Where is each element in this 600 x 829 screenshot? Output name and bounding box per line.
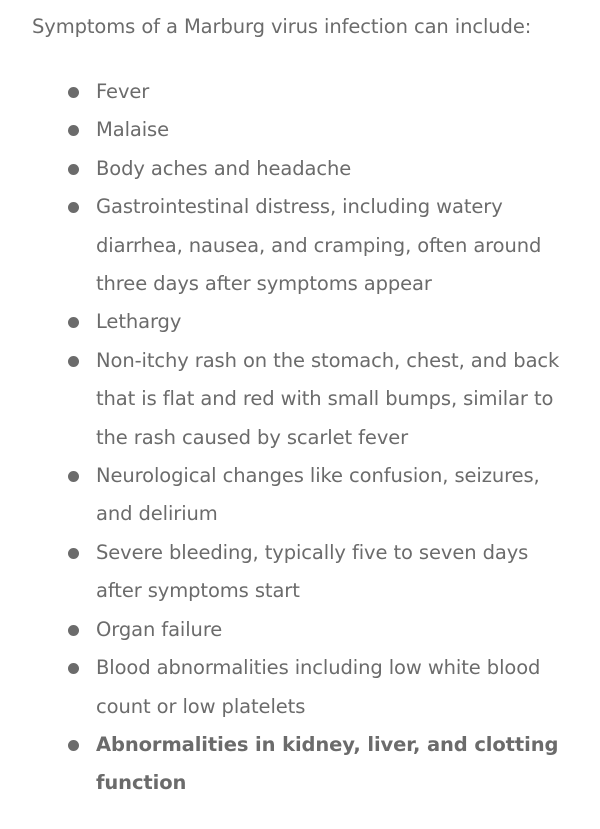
bullet-icon: [68, 317, 79, 328]
list-item-text: Malaise: [96, 118, 170, 142]
bullet-icon: [68, 164, 79, 175]
list-item-text: Lethargy: [96, 310, 182, 334]
list-item-text: Body aches and headache: [96, 156, 352, 180]
bullet-icon: [68, 663, 79, 674]
list-item: [0, 726, 600, 803]
bullet-icon: [68, 625, 79, 636]
list-item: [0, 188, 600, 303]
bullet-icon: [68, 471, 79, 482]
bullet-icon: [68, 87, 79, 98]
symptom-list: [0, 73, 600, 803]
list-item-text: Fever: [96, 80, 150, 103]
bullet-icon: [68, 548, 79, 559]
list-item-text: Organ failure: [96, 617, 223, 641]
list-item: [0, 150, 600, 188]
list-item: [0, 457, 600, 534]
list-item-text: Abnormalities in kidney, liver, and clotting function: [96, 732, 559, 795]
list-item-text: Gastrointestinal distress, including watery diarrhea, nausea, and cramping, often around three days after symptoms appear: [96, 195, 542, 296]
list-item-text: Severe bleeding, typically five to seven days after symptoms start: [96, 540, 529, 603]
list-item: [0, 534, 600, 611]
list-item: [0, 73, 600, 111]
list-item: [0, 342, 600, 457]
list-item: [0, 303, 600, 341]
list-item-text: Non-itchy rash on the stomach, chest, and back that is flat and red with small bumps, similar to the rash caused by scarlet fever: [96, 348, 560, 449]
list-item: [0, 611, 600, 649]
bullet-icon: [68, 125, 79, 136]
list-item-text: Blood abnormalities including low white blood count or low platelets: [96, 656, 541, 718]
bullet-icon: [68, 356, 79, 367]
list-item: [0, 649, 600, 726]
bullet-icon: [68, 740, 79, 751]
list-item-text: Neurological changes like confusion, seizures, and delirium: [96, 464, 540, 526]
intro-text: Symptoms of a Marburg virus infection can include:: [32, 15, 532, 38]
bullet-icon: [68, 202, 79, 213]
list-item: [0, 111, 600, 149]
